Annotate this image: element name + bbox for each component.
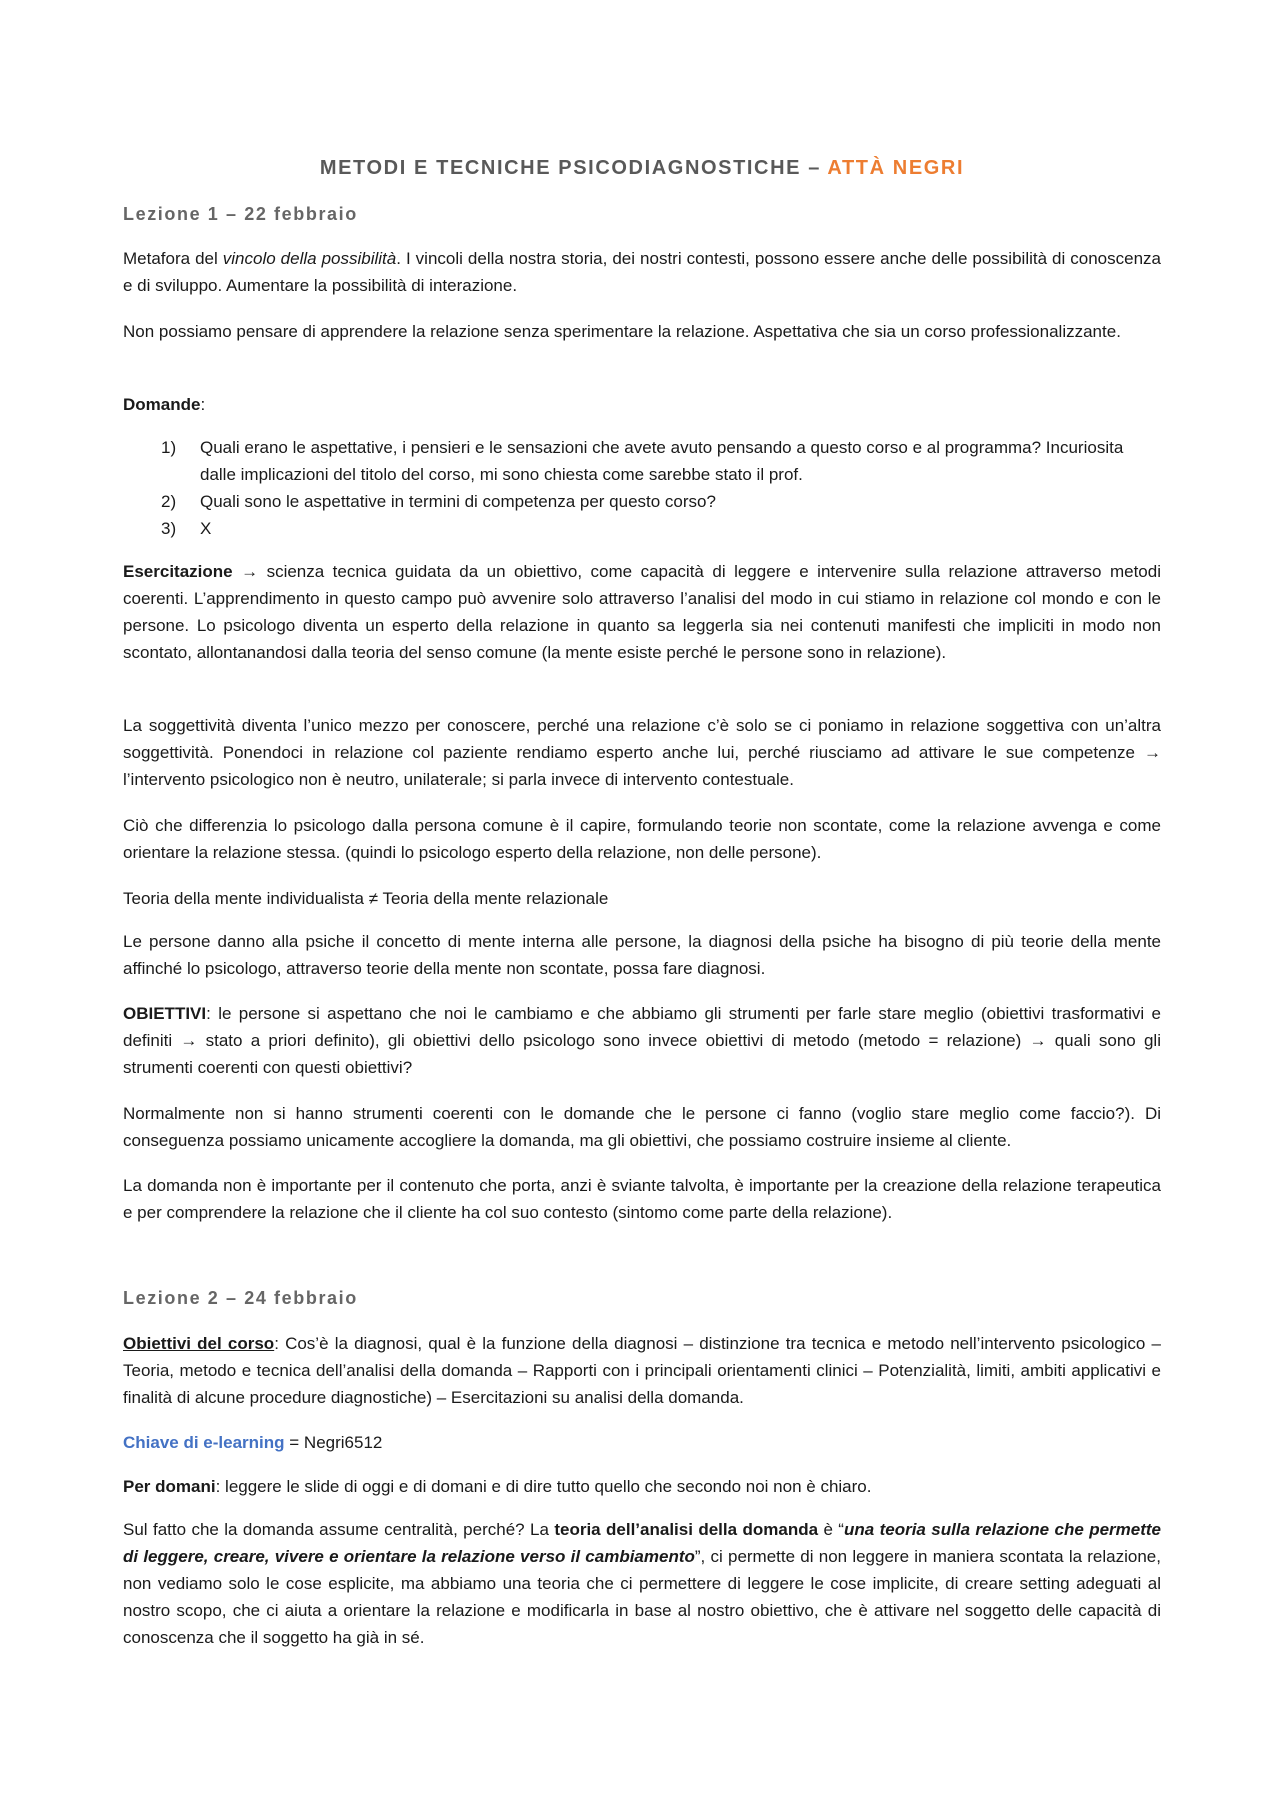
- e-learning-key-label: Chiave di e-learning: [123, 1433, 285, 1452]
- lesson-2-paragraph-domani: Per domani: leggere le slide di oggi e di domani e di dire tutto quello che secondo noi non è chiaro.: [123, 1477, 872, 1496]
- lesson-2-heading: Lezione 2 – 24 febbraio: [123, 1288, 358, 1308]
- lesson-1-paragraph-1: Metafora del vincolo della possibilità. I vincoli della nostra storia, dei nostri contesti, possono essere anche delle possibilità di conoscenza e di sviluppo. Aumentare la possibilità di interazione.: [123, 249, 1161, 295]
- lesson-2-paragraph-obiettivi-corso: Obiettivi del corso: Cos’è la diagnosi, qual è la funzione della diagnosi – distinzione tra tecnica e metodo nell’intervento psicologico – Teoria, metodo e tecnica dell’analisi della domanda – Rapporti con i principali orientamenti clinici – Potenzialità, limiti, ambiti applicativi e finalità di alcune procedure diagnostiche) – Esercitazioni su analisi della domanda.: [123, 1334, 1161, 1407]
- lesson-2-paragraph-teoria-domanda: Sul fatto che la domanda assume centralità, perché? La teoria dell’analisi della domanda è “una teoria sulla relazione che permette di leggere, creare, vivere e orientare la relazione verso il cambiamento”, ci permette di non leggere in maniera scontata la relazione, non vediamo solo le cose esplicite, ma abbiamo una teoria che ci permettere di leggere le cose implicite, di creare setting adeguati al nostro scopo, che ci aiuta a orientare la relazione e modificarla in base al nostro obiettivo, che è attivare nel soggetto delle capacità di conoscenza che il soggetto ha già in sé.: [123, 1520, 1161, 1647]
- document-title: [123, 157, 1161, 180]
- arrow-right-icon: →: [1029, 1031, 1047, 1050]
- lesson-1-paragraph-domanda: La domanda non è importante per il contenuto che porta, anzi è sviante talvolta, è importante per la creazione della relazione terapeutica e per comprendere la relazione che il cliente ha col suo contesto (sintomo come parte della relazione).: [123, 1176, 1161, 1222]
- lesson-1-heading: Lezione 1 – 22 febbraio: [123, 204, 358, 224]
- lesson-1-paragraph-psiche: Le persone danno alla psiche il concetto di mente interna alle persone, la diagnosi della psiche ha bisogno di più teorie della mente affinché lo psicologo, attraverso teorie della mente non scontate, possa fare diagnosi.: [123, 932, 1161, 978]
- title-main: METODI E TECNICHE PSICODIAGNOSTICHE –: [319, 157, 828, 179]
- lesson-2-paragraph-chiave: Chiave di e-learning = Negri6512: [123, 1433, 383, 1452]
- lesson-1-paragraph-strumenti: Normalmente non si hanno strumenti coerenti con le domande che le persone ci fanno (voglio stare meglio come faccio?). Di conseguenza possiamo unicamente accogliere la domanda, ma gli obiettivi, che possiamo costruire insieme al cliente.: [123, 1104, 1161, 1150]
- lesson-1-paragraph-differenza: Ciò che differenzia lo psicologo dalla persona comune è il capire, formulando teorie non scontate, come la relazione avvenga e come orientare la relazione stessa. (quindi lo psicologo esperto della relazione, non delle persone).: [123, 816, 1161, 862]
- lesson-1-paragraph-2: Non possiamo pensare di apprendere la relazione senza sperimentare la relazione. Aspettativa che sia un corso professionalizzante.: [123, 322, 1121, 341]
- lesson-1-paragraph-obiettivi: OBIETTIVI: le persone si aspettano che noi le cambiamo e che abbiamo gli strumenti per farle stare meglio (obiettivi trasformativi e definiti → stato a priori definito), gli obiettivi dello psicologo sono invece obiettivi di metodo (metodo = relazione) → quali sono gli strumenti coerenti con questi obiettivi?: [123, 1004, 1161, 1077]
- lesson-1-paragraph-soggettivita: La soggettività diventa l’unico mezzo per conoscere, perché una relazione c’è solo se ci poniamo in relazione soggettiva con un’altra soggettività. Ponendoci in relazione col paziente rendiamo esperto anche lui, perché riusciamo ad attivare le sue competenze → l’intervento psicologico non è neutro, unilaterale; si parla invece di intervento contestuale.: [123, 716, 1161, 789]
- lesson-1-paragraph-esercitazione: Esercitazione → scienza tecnica guidata da un obiettivo, come capacità di leggere e intervenire sulla relazione attraverso metodi coerenti. L’apprendimento in questo campo può avvenire solo attraverso l’analisi del modo in cui stiamo in relazione col mondo e con le persone. Lo psicologo diventa un esperto della relazione in quanto sa leggerla sia nei contenuti manifesti che impliciti in modo non scontato, allontanandosi dalla teoria del senso comune (la mente esiste perché le persone sono in relazione).: [123, 562, 1161, 662]
- list-item: 1) Quali erano le aspettative, i pensieri e le sensazioni che avete avuto pensando a questo corso e al programma? Incuriosita dalle implicazioni del titolo del corso, mi sono chiesta come sarebbe stato il prof.: [161, 438, 1124, 484]
- questions-list: [161, 434, 1161, 542]
- lesson-1-paragraph-teoria: Teoria della mente individualista ≠ Teoria della mente relazionale: [123, 889, 609, 908]
- list-item: 3) X: [161, 519, 212, 538]
- arrow-right-icon: →: [241, 562, 259, 581]
- arrow-right-icon: →: [180, 1031, 198, 1050]
- title-accent: ATTÀ NEGRI: [827, 157, 965, 179]
- list-item: 2) Quali sono le aspettative in termini di competenza per questo corso?: [161, 492, 716, 511]
- questions-label: Domande:: [123, 395, 206, 414]
- arrow-right-icon: →: [1144, 743, 1161, 762]
